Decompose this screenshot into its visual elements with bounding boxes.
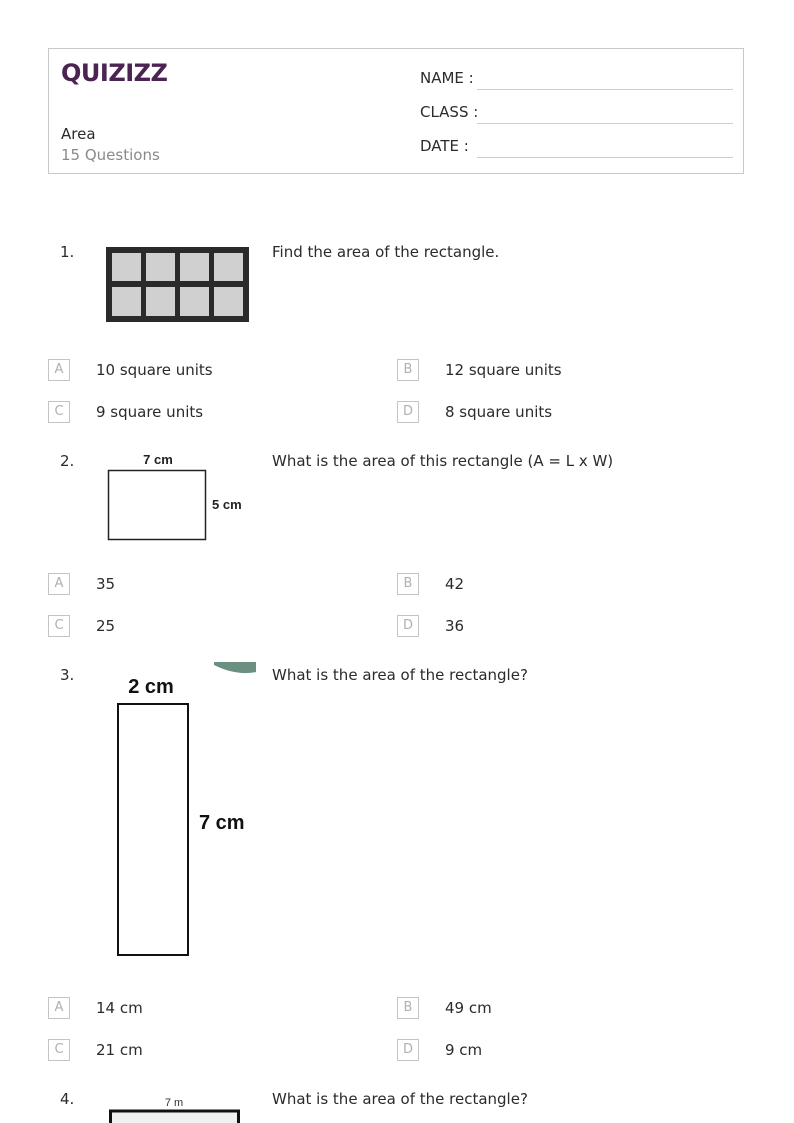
decorative-shape <box>214 662 256 673</box>
rectangle-7x5-image <box>105 450 255 545</box>
option-d-text: 36 <box>445 617 465 635</box>
width-label: 7 m <box>164 1097 184 1109</box>
option-b-letter[interactable]: B <box>397 573 419 595</box>
grid-rectangle-image <box>106 247 249 322</box>
option-b-text: 49 cm <box>445 999 492 1017</box>
question-number: 1. <box>60 243 75 261</box>
rectangle-7m-image <box>106 1093 246 1123</box>
option-d-letter[interactable]: D <box>397 401 419 423</box>
question-number: 4. <box>60 1090 75 1108</box>
option-c-text: 21 cm <box>96 1041 143 1059</box>
option-d-text: 8 square units <box>445 403 553 421</box>
name-field-line[interactable] <box>477 89 733 90</box>
option-c-text: 9 square units <box>96 403 204 421</box>
question-text: Find the area of the rectangle. <box>272 243 500 261</box>
rectangle-2x7-image <box>108 662 258 960</box>
question-text: What is the area of the rectangle? <box>272 1090 528 1108</box>
height-label: 7 cm <box>199 812 245 834</box>
option-a-letter[interactable]: A <box>48 573 70 595</box>
question-number: 3. <box>60 666 75 684</box>
class-label: CLASS : <box>420 103 479 121</box>
option-c-letter[interactable]: C <box>48 615 70 637</box>
height-label: 5 cm <box>212 497 242 512</box>
option-d-letter[interactable]: D <box>397 615 419 637</box>
width-label: 7 cm <box>143 452 173 467</box>
option-c-letter[interactable]: C <box>48 1039 70 1061</box>
width-label: 2 cm <box>128 676 174 698</box>
worksheet-header <box>48 48 744 174</box>
quizizz-logo: QUIZIZZ <box>61 59 168 87</box>
option-a-text: 35 <box>96 575 116 593</box>
name-label: NAME : <box>420 69 474 87</box>
date-field-line[interactable] <box>477 157 733 158</box>
option-a-letter[interactable]: A <box>48 359 70 381</box>
option-b-text: 12 square units <box>445 361 562 379</box>
option-b-text: 42 <box>445 575 465 593</box>
option-c-letter[interactable]: C <box>48 401 70 423</box>
option-b-letter[interactable]: B <box>397 359 419 381</box>
question-number: 2. <box>60 452 75 470</box>
option-d-text: 9 cm <box>445 1041 483 1059</box>
worksheet-title: Area <box>61 125 96 143</box>
class-field-line[interactable] <box>477 123 733 124</box>
option-b-letter[interactable]: B <box>397 997 419 1019</box>
option-d-letter[interactable]: D <box>397 1039 419 1061</box>
option-a-text: 14 cm <box>96 999 143 1017</box>
date-label: DATE : <box>420 137 469 155</box>
option-c-text: 25 <box>96 617 116 635</box>
option-a-letter[interactable]: A <box>48 997 70 1019</box>
question-count: 15 Questions <box>61 146 160 164</box>
question-text: What is the area of the rectangle? <box>272 666 528 684</box>
option-a-text: 10 square units <box>96 361 213 379</box>
question-text: What is the area of this rectangle (A = L x W) <box>272 452 614 470</box>
